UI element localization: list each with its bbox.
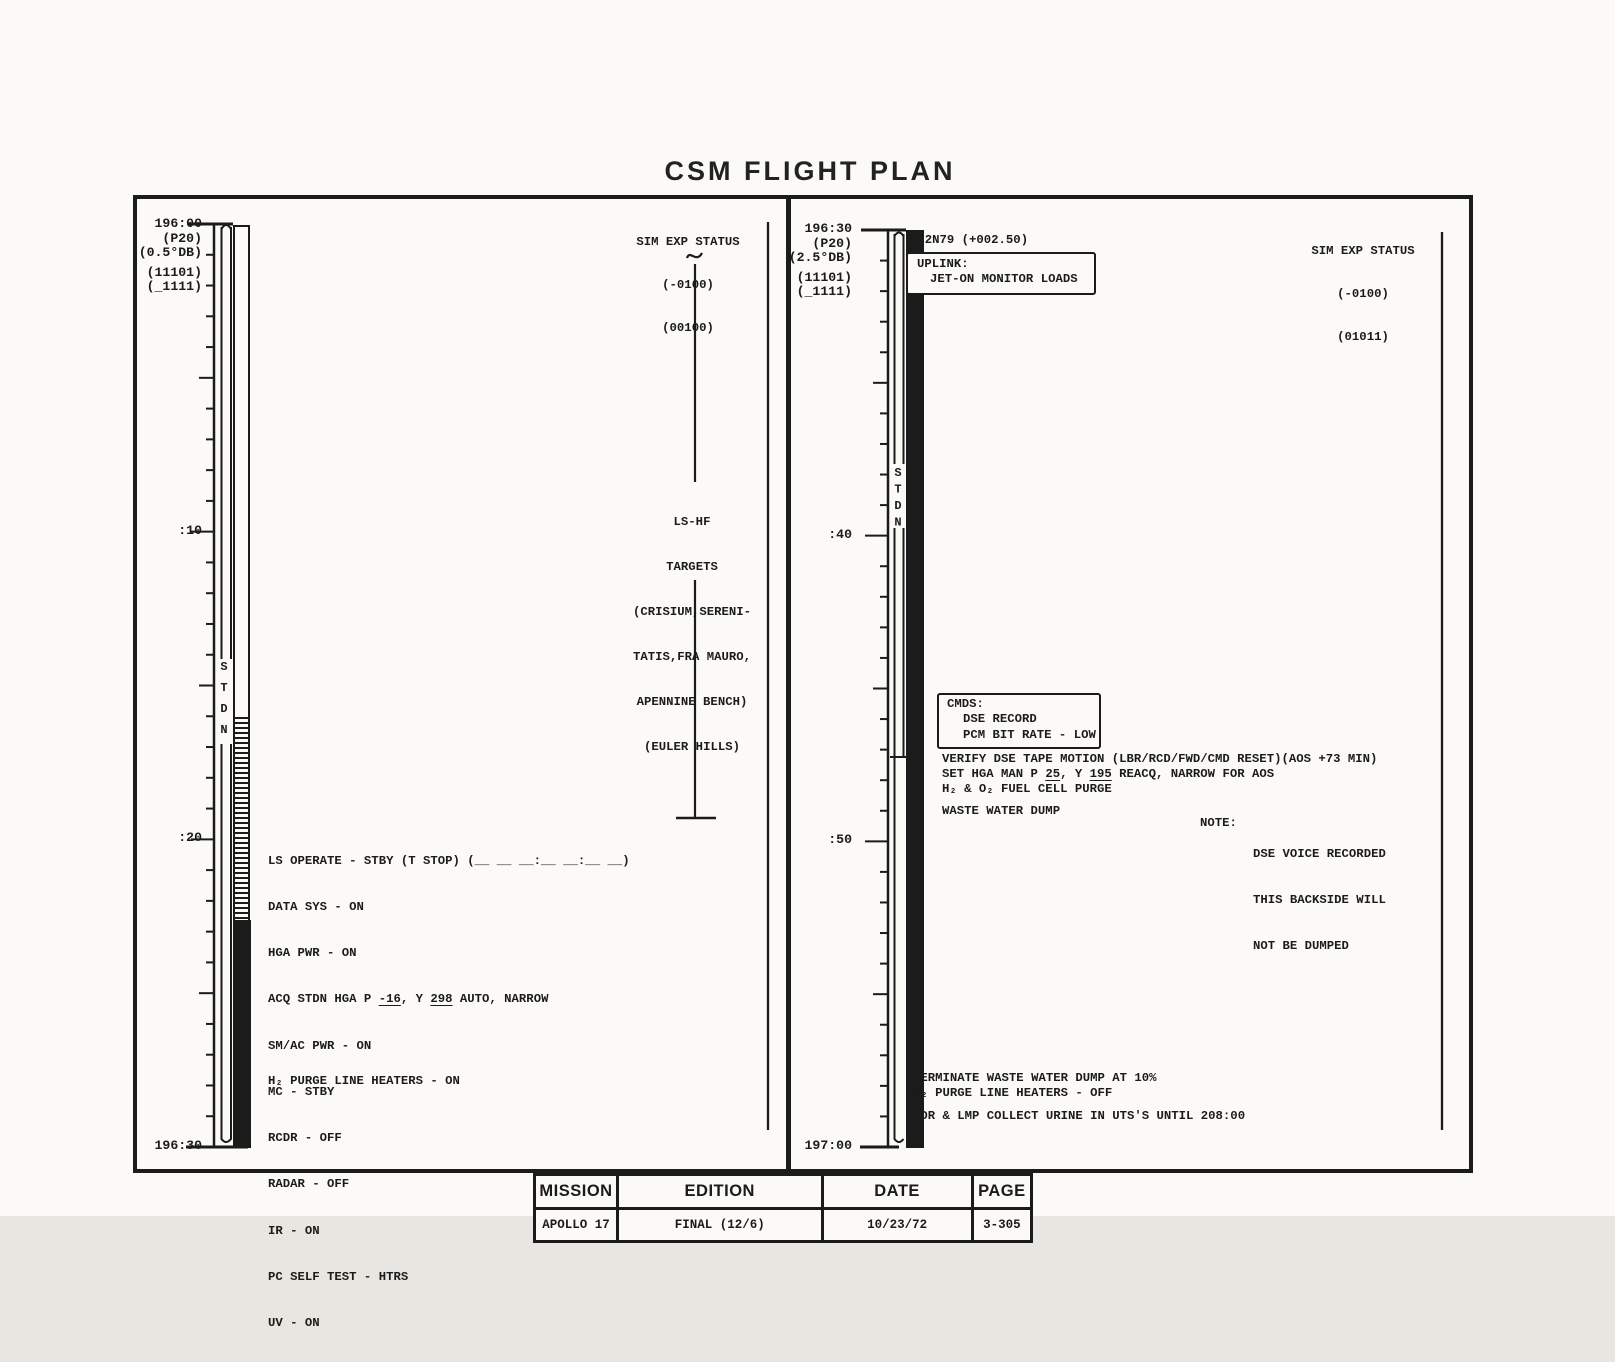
targets-line: TATIS,FRA MAURO,	[632, 650, 752, 664]
proc-rcdr: RCDR - OFF	[268, 1131, 342, 1146]
footer-header-date: DATE	[824, 1176, 974, 1207]
right-sim-exp-header	[1283, 216, 1443, 372]
proc-ls-operate: LS OPERATE - STBY (T STOP) (__ __ __:__ __:__ __)	[268, 853, 630, 868]
note-label: NOTE:	[1200, 816, 1237, 830]
left-timeline-ticks	[191, 255, 214, 1116]
right-flag-p20: (P20)	[812, 236, 852, 251]
left-time-end: 196:30	[154, 1138, 202, 1153]
cmds-label: CMDS:	[947, 697, 984, 711]
right-activity-bar-solid	[906, 230, 924, 1148]
cmds-dse-record: DSE RECORD	[963, 712, 1037, 727]
proc-data-sys: DATA SYS - ON	[268, 900, 364, 915]
terminate-dump-line: TERMINATE WASTE WATER DUMP AT 10%	[913, 1071, 1157, 1085]
footer-value-page: 3-305	[983, 1218, 1021, 1232]
left-time-start: 196:00	[154, 216, 202, 231]
right-flag-code2: (_1111)	[796, 284, 852, 299]
left-flag-p20: (P20)	[162, 231, 202, 246]
right-tick-40: :40	[828, 527, 852, 542]
right-tick-50: :50	[828, 832, 852, 847]
left-stdn-label: STDN	[217, 659, 231, 744]
footer-value-edition: FINAL (12/6)	[619, 1210, 824, 1240]
footer-header-mission: MISSION	[536, 1176, 619, 1207]
right-time-end: 197:00	[804, 1138, 852, 1153]
right-stdn-label: STDN	[891, 466, 905, 532]
v22n79-line: V22N79 (+002.50)	[910, 233, 1029, 247]
sim-exp-title: SIM EXP STATUS	[636, 235, 740, 250]
left-activity-bar-solid	[233, 920, 251, 1148]
footer-value-date: 10/23/72	[824, 1210, 974, 1240]
proc-acq-stdn: ACQ STDN HGA P -16, Y 298 AUTO, NARROW	[268, 992, 549, 1007]
right-time-start: 196:30	[804, 221, 852, 236]
proc-radar: RADAR - OFF	[268, 1177, 350, 1192]
set-hga-line: SET HGA MAN P 25, Y 195 REACQ, NARROW FOR AOS	[942, 767, 1275, 781]
uplink-label: UPLINK:	[917, 257, 969, 271]
cmds-box	[937, 693, 1101, 749]
targets-line: APENNINE BENCH)	[636, 695, 748, 709]
left-activity-bar-hatched	[233, 717, 250, 920]
proc-ir: IR - ON	[268, 1223, 320, 1238]
sim-exp-title: SIM EXP STATUS	[1311, 244, 1415, 259]
left-flag-code1: (11101)	[146, 265, 202, 280]
footer-header-edition: EDITION	[619, 1176, 824, 1207]
right-stdn-bar	[890, 233, 907, 1143]
right-timeline-ticks	[865, 261, 888, 1117]
left-tick-20: :20	[178, 830, 202, 845]
page-title: CSM FLIGHT PLAN	[664, 156, 956, 186]
left-flag-deadband: (0.5°DB)	[138, 245, 202, 260]
proc-pc-self-test: PC SELF TEST - HTRS	[268, 1269, 409, 1284]
left-tick-10: :10	[178, 523, 202, 538]
note-line: THIS BACKSIDE WILL	[1253, 893, 1386, 908]
footer-header-page: PAGE	[978, 1182, 1026, 1200]
sim-exp-code1: (-0100)	[1337, 287, 1389, 302]
proc-uv: UV - ON	[268, 1316, 320, 1330]
footer-value-mission: APOLLO 17	[536, 1210, 619, 1240]
targets-line: TARGETS	[666, 560, 718, 574]
sim-exp-code2: (01011)	[1337, 329, 1389, 344]
proc-smac-pwr: SM/AC PWR - ON	[268, 1038, 372, 1053]
targets-line: (CRISIUM,SERENI-	[632, 605, 752, 619]
left-h2-purge-line: H₂ PURGE LINE HEATERS - ON	[268, 1074, 460, 1088]
proc-mc: MC - STBY	[268, 1084, 335, 1099]
right-h2-purge-line: H₂ PURGE LINE HEATERS - OFF	[913, 1086, 1113, 1100]
waste-water-dump-line: WASTE WATER DUMP	[942, 804, 1061, 818]
right-flag-code1: (11101)	[796, 270, 852, 285]
note-line: NOT BE DUMPED	[1253, 939, 1349, 954]
sim-exp-code2: (00100)	[662, 320, 714, 335]
left-procedures	[268, 823, 630, 1362]
targets-line: LS-HF	[673, 515, 711, 529]
sim-exp-code1: (-0100)	[662, 278, 714, 293]
note-block	[1253, 816, 1386, 985]
note-line: DSE VOICE RECORDED	[1253, 846, 1386, 861]
footer-table	[533, 1173, 1033, 1243]
left-flag-code2: (_1111)	[146, 279, 202, 294]
cmds-pcm-bit-rate: PCM BIT RATE - LOW	[963, 727, 1096, 742]
left-activity-bar-open	[233, 225, 250, 721]
targets-line: (EULER HILLS)	[644, 740, 740, 754]
fuel-cell-purge-line: H₂ & O₂ FUEL CELL PURGE	[942, 782, 1112, 796]
proc-hga-pwr: HGA PWR - ON	[268, 946, 357, 961]
uplink-loads: JET-ON MONITOR LOADS	[930, 272, 1078, 287]
verify-dse-line: VERIFY DSE TAPE MOTION (LBR/RCD/FWD/CMD RESET)(AOS +73 MIN)	[942, 752, 1378, 766]
uplink-box	[906, 252, 1096, 295]
right-flag-deadband: (2.5°DB)	[788, 250, 852, 265]
urine-collect-line: CDR & LMP COLLECT URINE IN UTS'S UNTIL 208:00	[913, 1109, 1246, 1123]
